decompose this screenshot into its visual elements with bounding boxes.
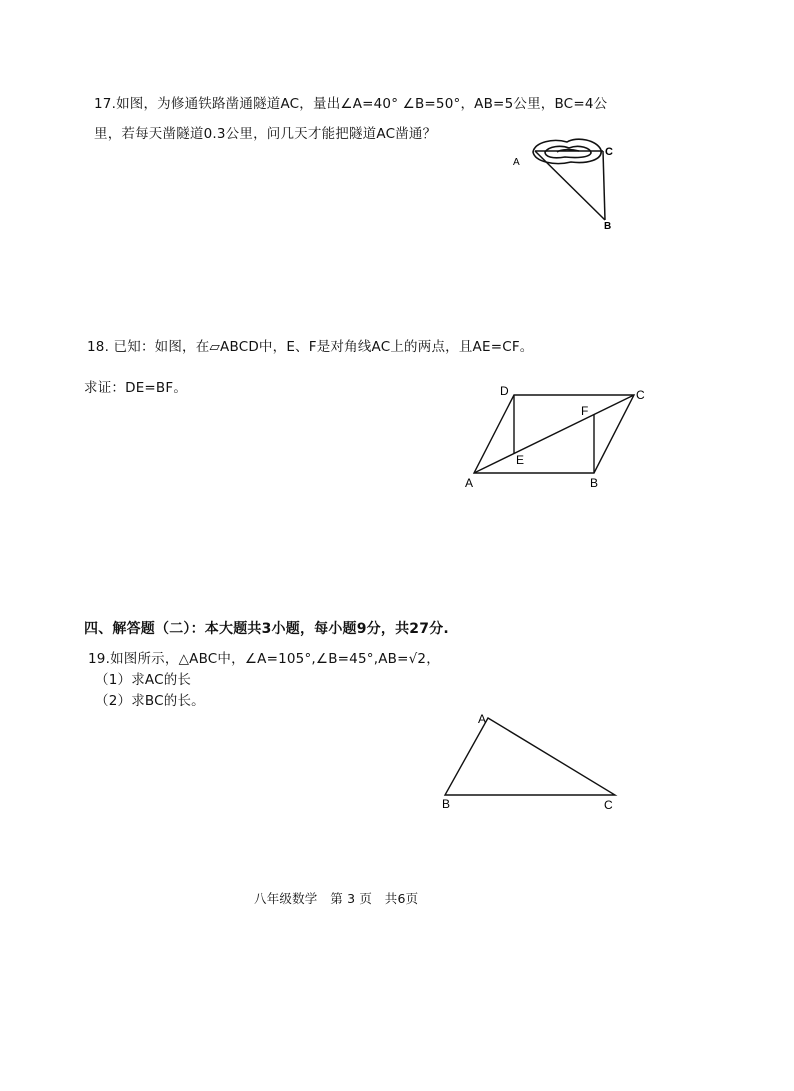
q19-triangle-figure <box>435 708 625 813</box>
q17-text-line2: 里，若每天凿隧道0.3公里，问几天才能把隧道AC凿通？ <box>94 126 437 142</box>
triangle-abc <box>445 718 615 795</box>
q18-parallelogram-figure <box>460 382 660 492</box>
q18-label-b: B <box>590 476 599 490</box>
q18-label-c: C <box>636 388 645 402</box>
q19-label-a: A <box>478 712 487 726</box>
q18-label-f: F <box>581 404 589 418</box>
q17-label-b: B <box>604 221 612 232</box>
q18-text-line1: 18. 已知：如图，在▱ABCD中，E、F是对角线AC上的两点，且AE=CF。 <box>87 339 534 355</box>
q18-text-line2: 求证：DE=BF。 <box>84 380 188 396</box>
page-footer: 八年级数学 第 3 页 共6页 <box>254 891 419 906</box>
q17-tunnel-figure <box>505 130 630 235</box>
segment-bc <box>603 151 605 220</box>
q17-label-a: A <box>513 157 520 168</box>
q19-text-line1: 19.如图所示，△ABC中，∠A=105°,∠B=45°,AB=√2， <box>88 651 440 667</box>
q19-sub-question-1: （1）求AC的长 <box>95 672 192 688</box>
q19-sub-question-2: （2）求BC的长。 <box>95 693 205 709</box>
q18-label-a: A <box>465 476 474 490</box>
q18-label-e: E <box>516 453 525 467</box>
q19-label-b: B <box>442 797 451 811</box>
q18-label-d: D <box>500 384 509 398</box>
q17-label-c: C <box>605 146 613 158</box>
diagonal-ac <box>474 395 634 473</box>
section-4-heading: 四、解答题（二）：本大题共3小题，每小题9分，共27分. <box>84 621 449 637</box>
q19-label-c: C <box>604 798 613 812</box>
q17-text-line1: 17.如图，为修通铁路凿通隧道AC，量出∠A=40° ∠B=50°，AB=5公里，BC=4公 <box>94 96 608 112</box>
segment-ab <box>535 151 605 220</box>
